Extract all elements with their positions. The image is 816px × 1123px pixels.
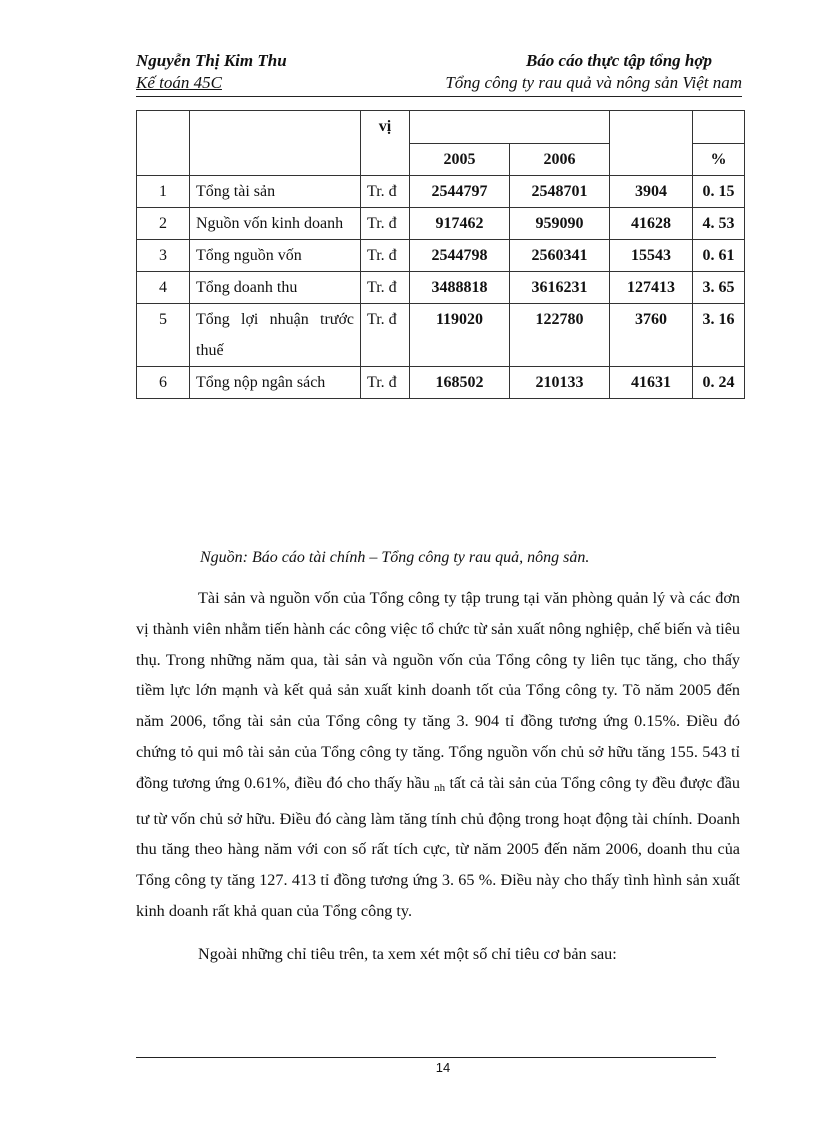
header-year-2005: 2005 xyxy=(410,144,510,176)
row-unit: Tr. đ xyxy=(361,208,410,240)
paragraph-1-part-b: tất cả tài sản của Tổng công ty đều được đầu tư từ vốn chủ sở hữu. Điều đó càng làm tăng tính chủ động trong hoạt động tài chính. Doanh thu tăng theo hàng năm với con số rất tích cực, từ năm 2005 đến năm 2006, doanh thu của Tổng công ty tăng 127. 413 tỉ đồng tương ứng 3. 65 %. Điều này cho thấy tình hình sản xuất kinh doanh rất khả quan của Tổng công ty. xyxy=(136,773,741,920)
row-difference: 15543 xyxy=(610,240,693,272)
page-number: 14 xyxy=(435,1060,451,1075)
row-value-2006: 3616231 xyxy=(510,272,610,304)
header-pct-top xyxy=(693,111,745,144)
row-value-2006: 2560341 xyxy=(510,240,610,272)
row-value-2005: 168502 xyxy=(410,367,510,399)
header-years-span xyxy=(410,111,610,144)
header-year-2006: 2006 xyxy=(510,144,610,176)
table-row xyxy=(137,176,745,208)
row-index: 3 xyxy=(137,240,190,272)
company-name: Tổng công ty rau quả và nông sản Việt nam xyxy=(445,73,742,92)
header-idx-cell xyxy=(137,111,190,176)
row-difference: 3904 xyxy=(610,176,693,208)
row-name: Tổng nguồn vốn xyxy=(190,240,361,272)
row-value-2005: 2544798 xyxy=(410,240,510,272)
row-index: 4 xyxy=(137,272,190,304)
row-value-2005: 3488818 xyxy=(410,272,510,304)
footer-divider xyxy=(136,1057,716,1058)
row-unit: Tr. đ xyxy=(361,176,410,208)
row-name: Tổng lợi nhuận trước thuế xyxy=(190,304,361,367)
row-difference: 127413 xyxy=(610,272,693,304)
row-name: Tổng nộp ngân sách xyxy=(190,367,361,399)
row-difference: 41631 xyxy=(610,367,693,399)
row-difference: 3760 xyxy=(610,304,693,367)
row-name: Tổng tài sản xyxy=(190,176,361,208)
body-text xyxy=(136,583,740,970)
paragraph-2: Ngoài những chỉ tiêu trên, ta xem xét một số chỉ tiêu cơ bản sau: xyxy=(198,944,617,963)
unit-header-text: vị xyxy=(378,118,392,135)
paragraph-1-part-a: Tài sản và nguồn vốn của Tổng công ty tập trung tại văn phòng quản lý và các đơn vị thành viên nhằm tiến hành các công việc tổ chức từ sản xuất nông nghiệp, chế biến và tiêu thụ. Trong những năm qua, tài sản và nguồn vốn của Tổng công ty liên tục tăng, cho thấy tiềm lực lớn mạnh và kết quả sản xuất kinh doanh tốt của Tổng công ty. Tõ năm 2005 đến năm 2006, tổng tài sản của Tổng công ty tăng 3. 904 tỉ đồng tương ứng 0.15%. Điều đó chứng tỏ qui mô tài sản của Tổng công ty tăng. Tổng nguồn vốn chủ sở hữu tăng 155. 543 tỉ đồng tương ứng 0.61%, điều đó cho thấy hầu xyxy=(136,589,740,792)
row-value-2005: 2544797 xyxy=(410,176,510,208)
row-index: 2 xyxy=(137,208,190,240)
table-row xyxy=(137,367,745,399)
author-name: Nguyễn Thị Kim Thu xyxy=(136,51,287,70)
table-header-row-1 xyxy=(137,111,745,144)
header-name-cell xyxy=(190,111,361,176)
row-index: 1 xyxy=(137,176,190,208)
row-unit: Tr. đ xyxy=(361,272,410,304)
row-index: 6 xyxy=(137,367,190,399)
paragraph-1-sub: nh xyxy=(434,781,446,794)
row-percent: 0. 24 xyxy=(693,367,745,399)
row-percent: 3. 65 xyxy=(693,272,745,304)
table-row xyxy=(137,272,745,304)
header-unit-cell xyxy=(361,111,410,176)
report-title: Báo cáo thực tập tổng hợp xyxy=(525,51,712,70)
header-pct: % xyxy=(693,144,745,176)
row-percent: 4. 53 xyxy=(693,208,745,240)
row-name: Nguồn vốn kinh doanh xyxy=(190,208,361,240)
page-header xyxy=(136,50,742,97)
row-value-2005: 119020 xyxy=(410,304,510,367)
row-percent: 0. 61 xyxy=(693,240,745,272)
paragraph-1 xyxy=(136,583,740,927)
row-value-2006: 2548701 xyxy=(510,176,610,208)
indicator-table xyxy=(136,110,745,399)
row-index: 5 xyxy=(137,304,190,367)
row-name: Tổng doanh thu xyxy=(190,272,361,304)
header-divider xyxy=(136,96,742,97)
class-name: Kế toán 45C xyxy=(136,73,222,92)
table-row xyxy=(137,208,745,240)
row-value-2006: 959090 xyxy=(510,208,610,240)
row-percent: 0. 15 xyxy=(693,176,745,208)
row-value-2005: 917462 xyxy=(410,208,510,240)
row-unit: Tr. đ xyxy=(361,240,410,272)
table-row xyxy=(137,240,745,272)
row-difference: 41628 xyxy=(610,208,693,240)
source-note: Nguồn: Báo cáo tài chính – Tổng công ty rau quả, nông sản. xyxy=(200,549,590,566)
row-value-2006: 210133 xyxy=(510,367,610,399)
header-diff-cell xyxy=(610,111,693,176)
row-percent: 3. 16 xyxy=(693,304,745,367)
table-row xyxy=(137,304,745,367)
row-unit: Tr. đ xyxy=(361,304,410,367)
row-value-2006: 122780 xyxy=(510,304,610,367)
row-unit: Tr. đ xyxy=(361,367,410,399)
